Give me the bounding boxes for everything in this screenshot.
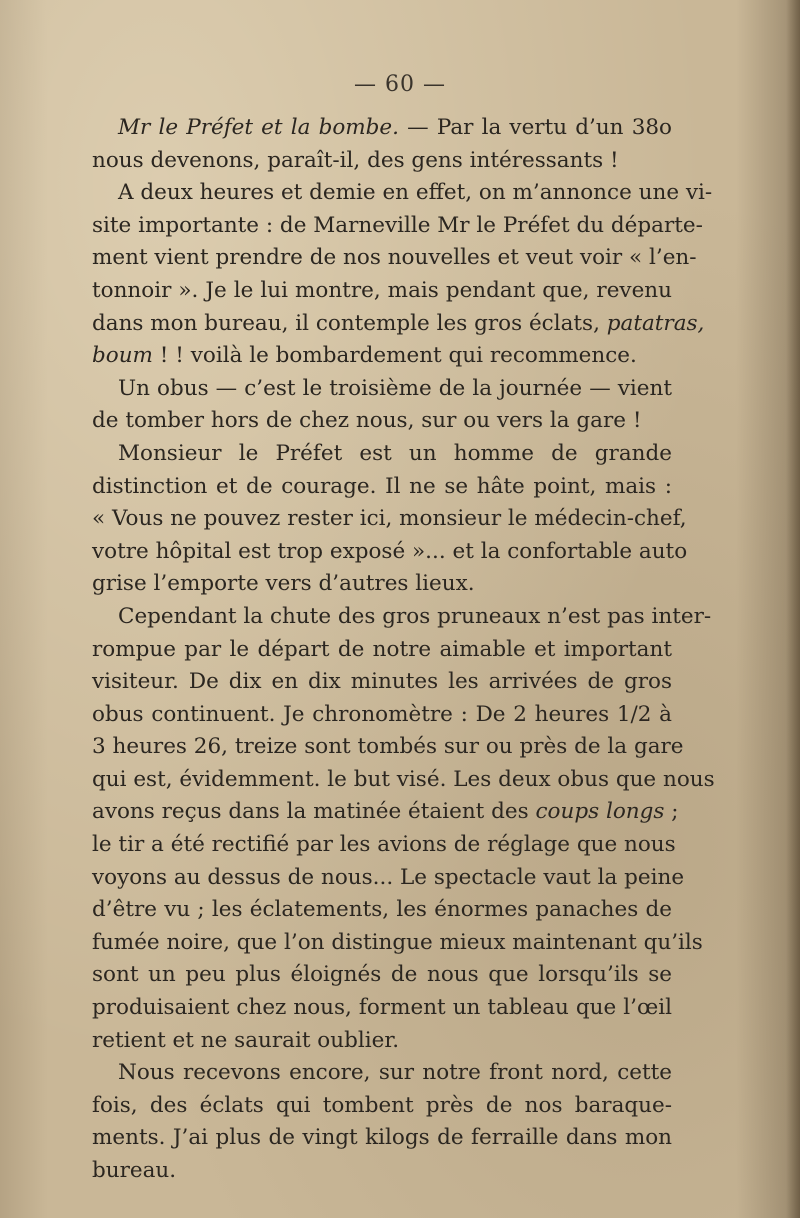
text-line (92, 177, 713, 210)
text-line (92, 145, 672, 178)
text-run: « Vous ne pouvez rester ici, monsieur le médecin-chef, (92, 506, 687, 532)
text-line (92, 373, 672, 406)
text-line (92, 666, 672, 699)
text-line (92, 242, 697, 275)
text-run: avons reçus dans la matinée étaient des (92, 799, 536, 825)
text-run: Un obus — c’est le troisième de la journée — vient (118, 375, 672, 401)
text-line (92, 731, 684, 764)
text-run: grise l’emporte vers d’autres lieux. (92, 571, 475, 597)
text-run: de tomber hors de chez nous, sur ou vers la gare ! (92, 408, 642, 434)
text-line (92, 796, 679, 829)
text-run: Cependant la chute des gros pruneaux n’est pas inter- (118, 603, 712, 629)
text-run: Nous recevons encore, sur notre front nord, cette (118, 1060, 672, 1086)
text-line (92, 894, 672, 927)
text-run: bureau. (92, 1158, 177, 1183)
text-run: distinction et de courage. Il ne se hâte point, mais : (92, 473, 672, 499)
text-run: visiteur. De dix en dix minutes les arrivées de gros (92, 669, 672, 695)
text-line (92, 829, 676, 862)
text-line (92, 568, 672, 601)
text-line (92, 1025, 672, 1058)
text-run: fois, des éclats qui tombent près de nos baraque- (92, 1092, 672, 1118)
text-line (92, 112, 672, 145)
text-line (92, 927, 703, 960)
text-line (92, 601, 712, 634)
page-number: — 60 — (354, 72, 446, 97)
text-run: nous devenons, paraît-il, des gens intéressants ! (92, 147, 619, 173)
text-line (92, 536, 688, 569)
text-run: retient et ne saurait oublier. (92, 1027, 400, 1053)
text-line (92, 1090, 672, 1123)
text-run: A deux heures et demie en effet, on m’annonce une vi- (118, 180, 713, 206)
text-run: fumée noire, que l’on distingue mieux maintenant qu’ils (92, 929, 703, 955)
italic-text: boum (92, 343, 153, 369)
text-run: d’être vu ; les éclatements, les énormes panaches de (92, 897, 672, 923)
text-run: qui est, évidemment. le but visé. Les deux obus que nous (92, 766, 715, 792)
italic-text: patatras, (606, 310, 705, 336)
text-run: rompue par le départ de notre aimable et important (92, 636, 672, 662)
body-text (92, 112, 715, 1188)
text-run: site importante : de Marneville Mr le Préfet du départe- (92, 212, 703, 238)
text-run: dans mon bureau, il contemple les gros éclats, (92, 310, 607, 336)
text-line (92, 764, 715, 797)
text-line (92, 862, 685, 895)
text-line (92, 699, 672, 732)
text-run: ment vient prendre de nos nouvelles et veut voir « l’en- (92, 245, 697, 271)
text-run: sont un peu plus éloignés de nous que lorsqu’ils se (92, 962, 672, 988)
text-line (92, 405, 672, 438)
text-line (92, 308, 705, 341)
text-line (92, 992, 672, 1025)
text-run: 3 heures 26, treize sont tombés sur ou près de la gare (92, 734, 684, 760)
text-run: tonnoir ». Je le lui montre, mais pendant que, revenu (92, 277, 672, 303)
text-run: voyons au dessus de nous... Le spectacle vaut la peine (92, 864, 685, 890)
page-edge-shadow (786, 0, 800, 1218)
italic-text: Mr le Préfet et la bombe. (118, 115, 399, 140)
italic-text: coups longs (535, 799, 665, 825)
text-run: obus continuent. Je chronomètre : De 2 heures 1/2 à (92, 701, 672, 727)
text-line (92, 471, 672, 504)
text-run: le tir a été rectifié par les avions de réglage que nous (92, 832, 676, 858)
text-line (92, 1057, 672, 1090)
text-run: Monsieur le Préfet est un homme de grande (118, 440, 672, 466)
text-line (92, 438, 672, 471)
text-run: produisaient chez nous, forment un tableau que l’œil (92, 995, 672, 1021)
text-run: — Par la vertu d’un 38o (398, 115, 672, 140)
text-line (92, 503, 687, 536)
text-line (92, 1122, 672, 1155)
text-line (92, 1155, 672, 1188)
text-run: ! ! voilà le bombardement qui recommence. (152, 343, 637, 369)
text-run: ments. J’ai plus de vingt kilogs de ferraille dans mon (92, 1125, 672, 1151)
text-line (92, 275, 672, 308)
text-line (92, 959, 672, 992)
text-line (92, 634, 672, 667)
text-run: votre hôpital est trop exposé »... et la confortable auto (92, 538, 688, 564)
text-run: ; (664, 799, 679, 825)
text-line (92, 210, 703, 243)
text-line (92, 340, 672, 373)
